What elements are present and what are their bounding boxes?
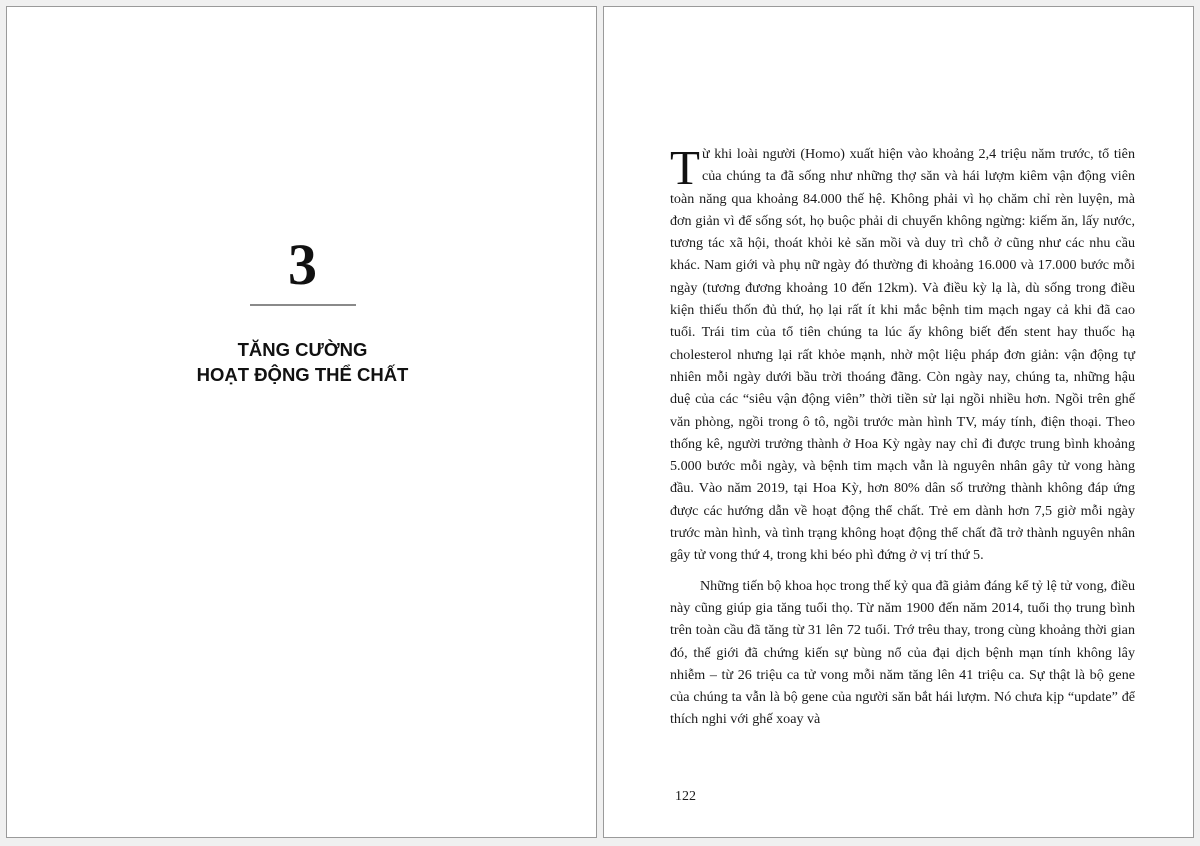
- paragraph-2: Những tiến bộ khoa học trong thế kỷ qua đã giảm đáng kể tỷ lệ tử vong, điều này cũng giúp gia tăng tuổi thọ. Từ năm 1900 đến năm 2014, tuổi thọ trung bình trên toàn cầu đã tăng từ 31 lên 72 tuổi. Trớ trêu thay, trong cùng khoảng thời gian đó, thế giới đã chứng kiến sự bùng nổ của đại dịch bệnh mạn tính không lây nhiễm – từ 26 triệu ca tử vong mỗi năm tăng lên 41 triệu ca. Sự thật là bộ gene của chúng ta vẫn là bộ gene của người săn bắt hái lượm. Nó chưa kịp “update” để thích nghi với ghế xoay và: [670, 577, 1135, 728]
- body-text: [670, 140, 1135, 731]
- chapter-number: 3: [288, 232, 317, 297]
- chapter-title-line-2: HOẠT ĐỘNG THỂ CHẤT: [196, 364, 409, 385]
- right-page: [603, 6, 1194, 838]
- page-number: 122: [675, 789, 696, 804]
- drop-cap: T: [670, 140, 700, 195]
- chapter-title: [7, 337, 598, 387]
- paragraph-1: [670, 140, 1135, 567]
- paragraph-1-text: ừ khi loài người (Homo) xuất hiện vào khoảng 2,4 triệu năm trước, tổ tiên của chúng ta đã sống như những thợ săn và hái lượm kiêm vận động viên toàn năng qua khoảng 84.000 thế hệ. Không phải vì họ chăm chỉ rèn luyện, mà đơn giản vì để sống sót, họ buộc phải di chuyển không ngừng: kiếm ăn, lấy nước, tương tác xã hội, thoát khỏi kẻ săn mồi và duy trì chỗ ở cũng như các nhu cầu khác. Nam giới và phụ nữ ngày đó thường đi khoảng 16.000 và 17.000 bước mỗi ngày (tương đương khoảng 10 đến 12km). Và điều kỳ lạ là, dù sống trong điều kiện thiếu thốn đủ thứ, họ lại rất ít khi mắc bệnh tim mạch ngay cả khi đã cao tuổi. Trái tim của tổ tiên chúng ta lúc ấy không biết đến stent hay thuốc hạ cholesterol nhưng lại rất khỏe mạnh, nhờ một liệu pháp đơn giản: vận động tự nhiên mỗi ngày dưới bầu trời thoáng đãng. Còn ngày nay, chúng ta, những hậu duệ của các “siêu vận động viên” thời tiền sử lại ngồi nhiều hơn. Ngồi trên ghế văn phòng, ngồi trong ô tô, ngồi trước màn hình TV, máy tính, điện thoại. Theo thống kê, người trưởng thành ở Hoa Kỳ ngày nay chỉ đi được trung bình khoảng 5.000 bước mỗi ngày, và bệnh tim mạch vẫn là nguyên nhân gây tử vong hàng đầu. Vào năm 2019, tại Hoa Kỳ, hơn 80% dân số trưởng thành không đáp ứng được các hướng dẫn về hoạt động thể chất. Trẻ em dành hơn 7,5 giờ mỗi ngày trước màn hình, và tình trạng không hoạt động thể chất đã trở thành nguyên nhân gây tử vong thứ 4, trong khi béo phì đứng ở vị trí thứ 5.: [670, 146, 1135, 564]
- chapter-title-line-1: TĂNG CƯỜNG: [237, 339, 368, 360]
- chapter-divider: [250, 304, 356, 306]
- left-page: [6, 6, 597, 838]
